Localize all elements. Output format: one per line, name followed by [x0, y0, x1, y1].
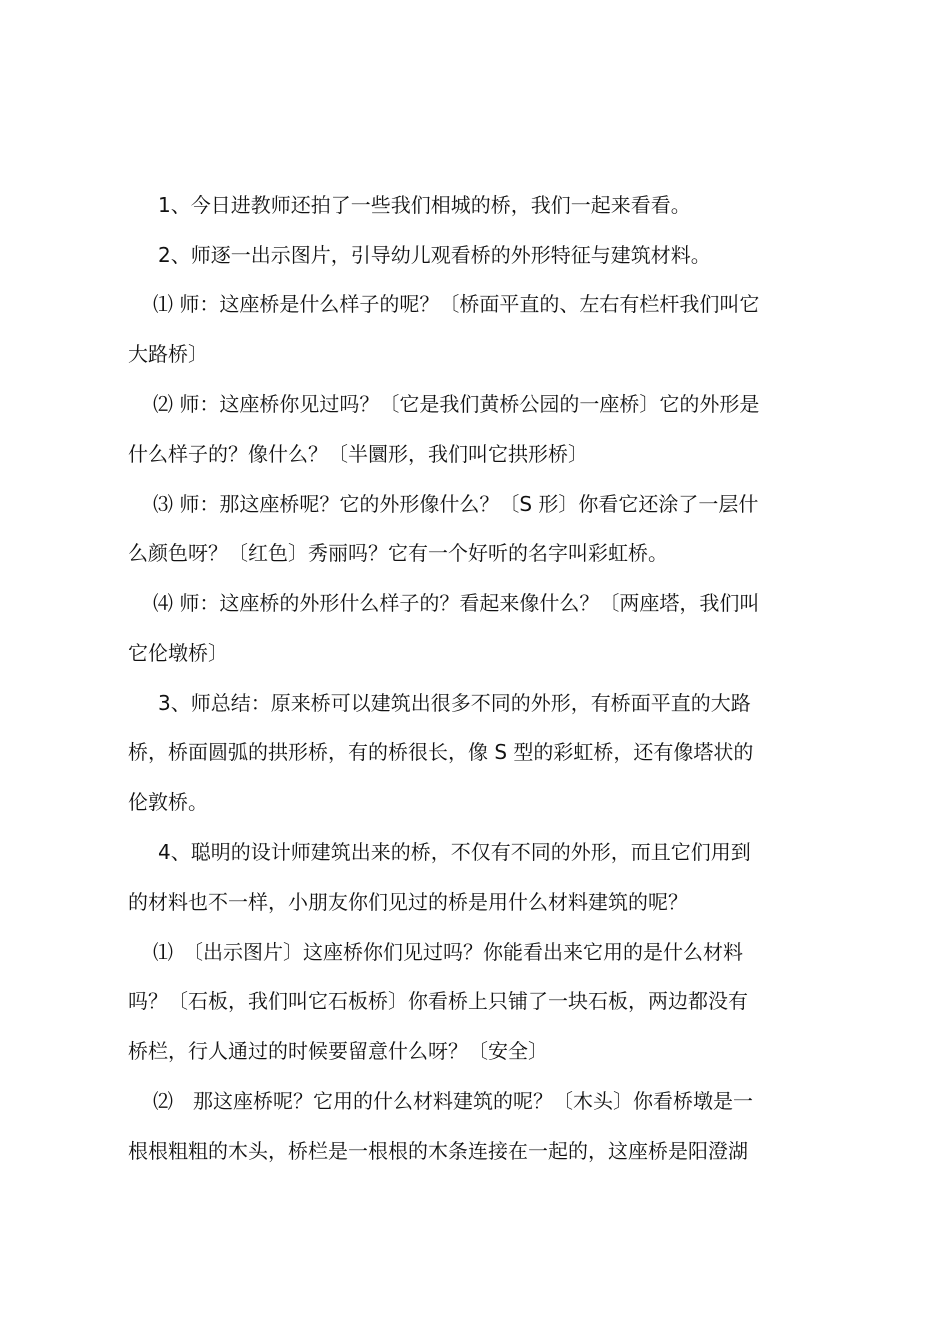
paragraph-line: 2、师逐一出示图片，引导幼儿观看桥的外形特征与建筑材料。: [158, 243, 711, 267]
paragraph-line: 桥，桥面圆弧的拱形桥，有的桥很长，像 S 型的彩虹桥，还有像塔状的: [128, 740, 754, 764]
paragraph-line: 什么样子的？像什么？〔半圜形，我们叫它拱形桥〕: [128, 442, 588, 466]
paragraph-line: 伦敦桥。: [128, 790, 208, 814]
paragraph-line: 大路桥〕: [128, 342, 208, 366]
paragraph-line: ⑵ 师：这座桥你见过吗？〔它是我们黄桥公园的一座桥〕它的外形是: [153, 392, 760, 416]
paragraph-line: ⑷ 师：这座桥的外形什么样子的？看起来像什么？〔两座塔，我们叫: [153, 591, 760, 615]
paragraph-line: 的材料也不一样，小朋友你们见过的桥是用什么材料建筑的呢？: [128, 890, 688, 914]
paragraph-line: ⑶ 师：那这座桥呢？它的外形像什么？〔S 形〕你看它还涂了一层什: [153, 492, 759, 516]
paragraph-line: 桥栏，行人通过的时候要留意什么呀？〔安全〕: [128, 1039, 548, 1063]
paragraph-line: 它伦墩桥〕: [128, 641, 228, 665]
paragraph-line: ⑴ 师：这座桥是什么样子的呢？〔桥面平直的、左右有栏杆我们叫它: [153, 292, 760, 316]
paragraph-line: 吗？〔石板，我们叫它石板桥〕你看桥上只铺了一块石板，两边都没有: [128, 989, 748, 1013]
paragraph-line: 4、聪明的设计师建筑出来的桥，不仅有不同的外形，而且它们用到: [158, 840, 751, 864]
paragraph-line: 3、师总结：原来桥可以建筑出很多不同的外形，有桥面平直的大路: [158, 691, 751, 715]
paragraph-line: 根根粗粗的木头，桥栏是一根根的木条连接在一起的，这座桥是阳澄湖: [128, 1139, 748, 1163]
paragraph-line: ⑴ 〔出示图片〕这座桥你们见过吗？你能看出来它用的是什么材料: [153, 940, 743, 964]
paragraph-line: ⑵ 那这座桥呢？它用的什么材料建筑的呢？〔木头〕你看桥墩是一: [153, 1089, 753, 1113]
paragraph-line: 么颜色呀？〔红色〕秀丽吗？它有一个好听的名字叫彩虹桥。: [128, 541, 668, 565]
paragraph-line: 1、今日进教师还拍了一些我们相城的桥，我们一起来看看。: [158, 193, 691, 217]
